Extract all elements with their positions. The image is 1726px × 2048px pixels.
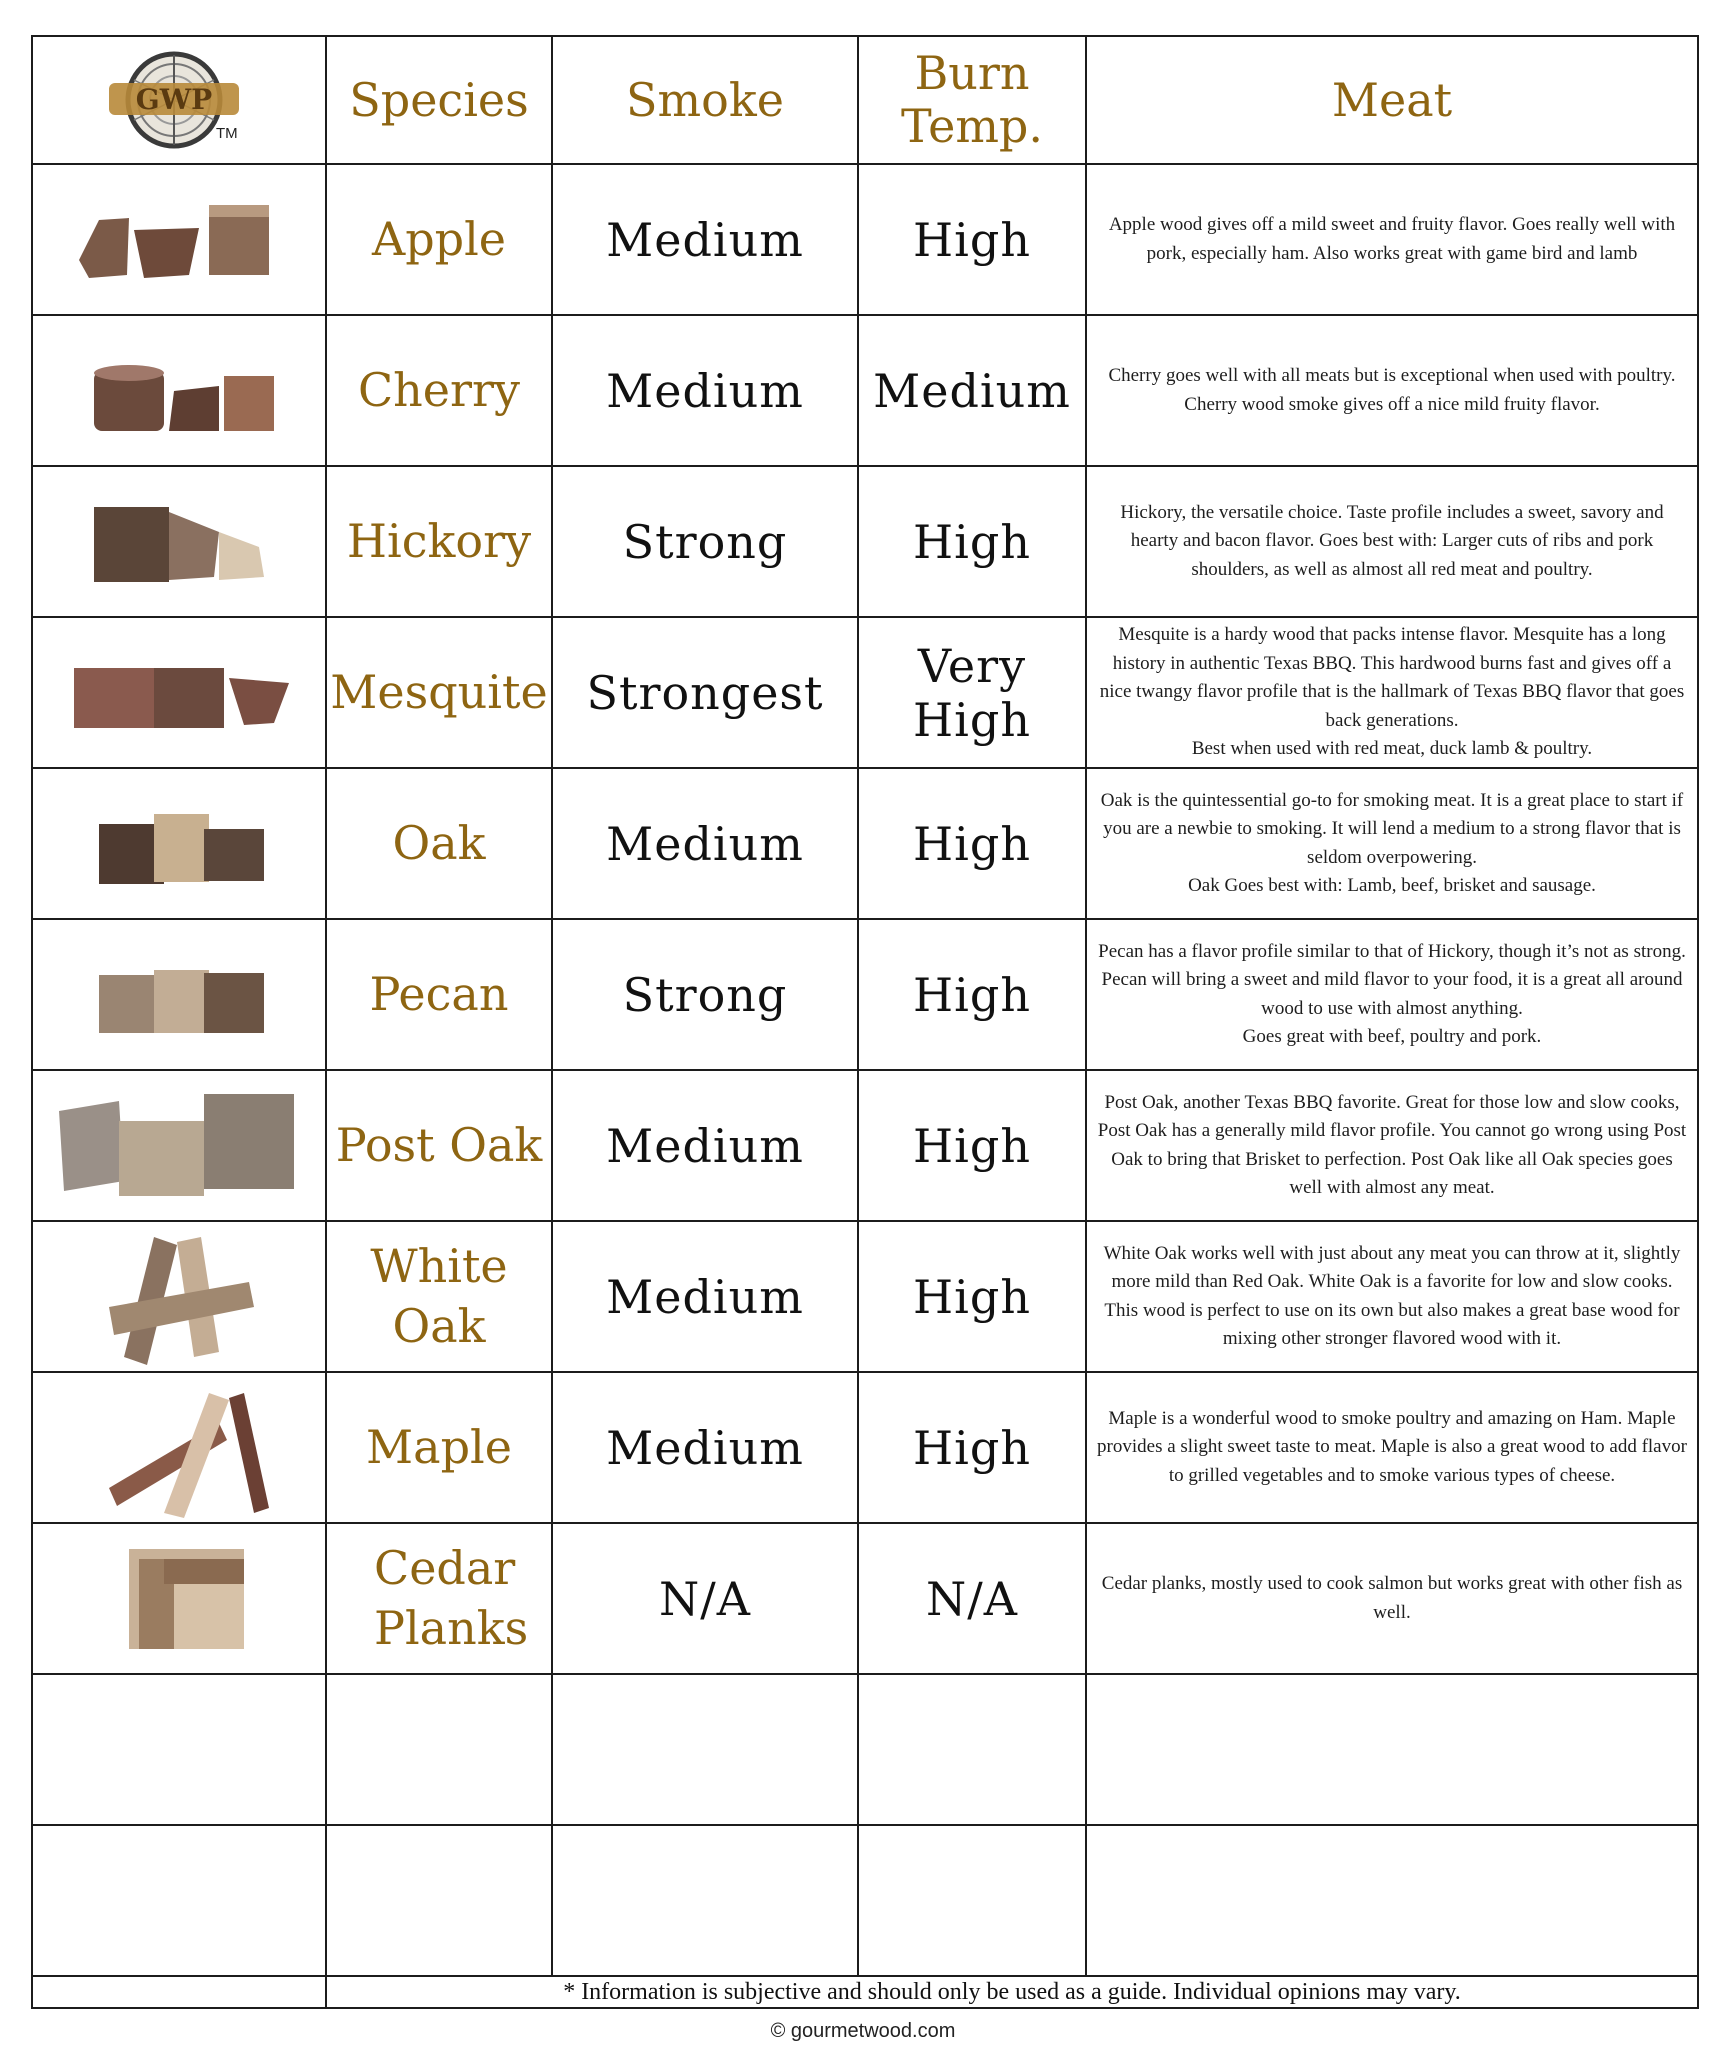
footnote-row — [32, 1976, 1698, 2008]
header-burn-temp-line2: Temp. — [900, 99, 1044, 153]
smoke-cell: Medium — [552, 1221, 858, 1372]
smoke-cell: Strong — [552, 919, 858, 1070]
meat-cell: Post Oak, another Texas BBQ favorite. Great for those low and slow cooks, Post Oak has a generally mild flavor profile. You cannot go wrong using Post Oak to bring that Brisket to perfection. Post Oak like all Oak species goes well with almost any meat. — [1086, 1070, 1698, 1221]
copyright: © gourmetwood.com — [770, 2020, 956, 2042]
burn-temp-cell: Medium — [858, 315, 1086, 466]
wood-chunks-icon — [69, 794, 289, 894]
footnote: * Information is subjective and should only be used as a guide. Individual opinions may vary. — [326, 1976, 1698, 2008]
table-row — [32, 315, 1698, 466]
header-smoke: Smoke — [552, 36, 858, 164]
species-cell: Maple — [326, 1372, 552, 1523]
species-cell — [326, 1523, 552, 1674]
wood-chunks-icon — [69, 945, 289, 1045]
species-cell: Mesquite — [326, 617, 552, 768]
wood-chunks-icon — [69, 492, 289, 592]
wood-image-mesquite — [32, 617, 326, 768]
smoke-cell: Medium — [552, 315, 858, 466]
trademark-label: TM — [216, 125, 238, 142]
meat-cell: Cedar planks, mostly used to cook salmon but works great with other fish as well. — [1086, 1523, 1698, 1674]
smoke-cell: Strong — [552, 466, 858, 617]
header-meat: Meat — [1086, 36, 1698, 164]
meat-cell: Maple is a wonderful wood to smoke poultry and amazing on Ham. Maple provides a slight sweet taste to meat. Maple is also a great wood to add flavor to grilled vegetables and to smoke various types of cheese. — [1086, 1372, 1698, 1523]
wood-sticks-icon — [69, 1378, 289, 1518]
logo-cell — [32, 36, 326, 164]
smoke-cell: Medium — [552, 164, 858, 315]
table-row — [32, 1372, 1698, 1523]
blank-row — [32, 1674, 1698, 1825]
species-cell: Oak — [326, 768, 552, 919]
burn-temp-cell: High — [858, 164, 1086, 315]
header-burn-temp — [858, 36, 1086, 164]
smoke-cell: Medium — [552, 768, 858, 919]
smoke-cell: Strongest — [552, 617, 858, 768]
wood-chart-sheet — [31, 35, 1697, 2016]
wood-chart-table — [31, 35, 1699, 2009]
wood-sticks-icon — [69, 1227, 289, 1367]
meat-cell: Oak is the quintessential go-to for smoking meat. It is a great place to start if you are a newbie to smoking. It will lend a medium to a strong flavor that is seldom overpowering. Oak Goes best with: Lamb, beef, brisket and sausage. — [1086, 768, 1698, 919]
wood-image-maple — [32, 1372, 326, 1523]
table-row — [32, 164, 1698, 315]
table-row — [32, 919, 1698, 1070]
species-cedar-label: Cedar Planks — [374, 1540, 529, 1655]
table-row — [32, 617, 1698, 768]
header-row — [32, 36, 1698, 164]
burn-temp-cell: High — [858, 1221, 1086, 1372]
header-burn-temp-line1: Burn — [914, 46, 1030, 101]
table-row — [32, 1523, 1698, 1674]
meat-cell: Mesquite is a hardy wood that packs intense flavor. Mesquite has a long history in authentic Texas BBQ. This hardwood burns fast and gives off a nice twangy flavor profile that is the hallmark of Texas BBQ flavor that goes back generations. Best when used with red meat, duck lamb & poultry. — [1086, 617, 1698, 768]
burn-temp-cell: High — [858, 919, 1086, 1070]
blank-row — [32, 1825, 1698, 1976]
wood-image-pecan — [32, 919, 326, 1070]
species-cell: Apple — [326, 164, 552, 315]
species-cell: Hickory — [326, 466, 552, 617]
species-cell: Post Oak — [326, 1070, 552, 1221]
wood-chunks-icon — [69, 341, 289, 441]
table-row — [32, 466, 1698, 617]
table-row — [32, 1221, 1698, 1372]
meat-cell: Cherry goes well with all meats but is exceptional when used with poultry. Cherry wood smoke gives off a nice mild fruity flavor. — [1086, 315, 1698, 466]
wood-image-cherry — [32, 315, 326, 466]
smoke-cell: N/A — [552, 1523, 858, 1674]
species-cell: Pecan — [326, 919, 552, 1070]
wood-image-cedar-planks — [32, 1523, 326, 1674]
wood-image-white-oak — [32, 1221, 326, 1372]
wood-chunks-icon — [49, 1086, 309, 1206]
meat-cell: White Oak works well with just about any meat you can throw at it, slightly more mild than Red Oak. White Oak is a favorite for low and slow cooks. This wood is perfect to use on its own but also makes a great base wood for mixing other stronger flavored wood with it. — [1086, 1221, 1698, 1372]
smoke-cell: Medium — [552, 1070, 858, 1221]
burn-temp-cell: Very High — [858, 617, 1086, 768]
species-cell: White Oak — [326, 1221, 552, 1372]
wood-chunks-icon — [69, 190, 289, 290]
meat-cell: Apple wood gives off a mild sweet and fruity flavor. Goes really well with pork, especially ham. Also works great with game bird and lamb — [1086, 164, 1698, 315]
table-row — [32, 1070, 1698, 1221]
burn-temp-cell: High — [858, 1372, 1086, 1523]
wood-image-post-oak — [32, 1070, 326, 1221]
table-row — [32, 768, 1698, 919]
burn-temp-cell: N/A — [858, 1523, 1086, 1674]
meat-cell: Hickory, the versatile choice. Taste profile includes a sweet, savory and hearty and bacon flavor. Goes best with: Larger cuts of ribs and pork shoulders, as well as almost all red meat and poultry. — [1086, 466, 1698, 617]
header-species: Species — [326, 36, 552, 164]
smoke-cell: Medium — [552, 1372, 858, 1523]
wood-image-apple — [32, 164, 326, 315]
wood-plank-icon — [79, 1539, 279, 1659]
burn-temp-cell: High — [858, 768, 1086, 919]
wood-chunks-icon — [59, 643, 299, 743]
wood-image-oak — [32, 768, 326, 919]
burn-temp-cell: High — [858, 466, 1086, 617]
wood-image-hickory — [32, 466, 326, 617]
burn-temp-cell: High — [858, 1070, 1086, 1221]
meat-cell: Pecan has a flavor profile similar to that of Hickory, though it’s not as strong. Pecan will bring a sweet and mild flavor to your food, it is a great all around wood to use with almost anything. Goes great with beef, poultry and pork. — [1086, 919, 1698, 1070]
species-cell: Cherry — [326, 315, 552, 466]
svg-text:GWP: GWP — [135, 83, 213, 116]
